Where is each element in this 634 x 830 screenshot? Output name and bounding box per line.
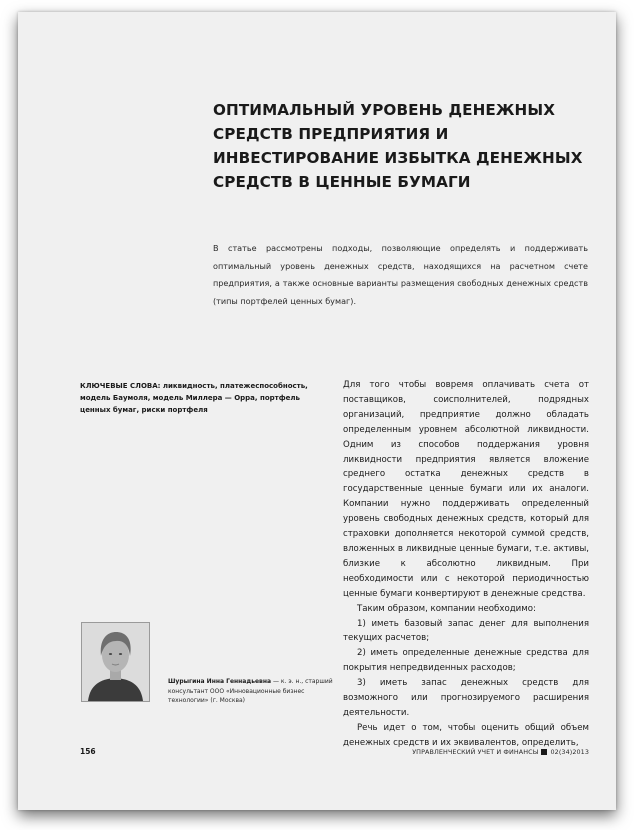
body-paragraph: Для того чтобы вовремя оплачивать счета от поставщиков, соисполнителей, подрядных организаций, предприятие должно обладать определенным уровнем абсолютной ликвидности. Одним из способов поддержания уровня ликвидности предприятия является вложение среднего остатка денежных средств в государственные ценные бумаги или их аналоги. Компании нужно поддерживать определенный уровень свободных денежных средств, который для страховки дополняется некоторой суммой средств, вложенных в ликвидные ценные бумаги, т.е. активы, близкие к абсолютно ликвидным. При необходимости или с некоторой периодичностью ценные бумаги конвертируют в денежные средства. (343, 380, 589, 599)
article-abstract: В статье рассмотрены подходы, позволяющие определять и поддерживать оптимальный уровень денежных средств, находящихся на расчетном счете предприятия, а также основные варианты размещения свободных денежных средств (типы портфелей ценных бумаг). (213, 243, 588, 306)
journal-page (18, 12, 616, 810)
author-photo (81, 622, 150, 702)
running-footer (412, 748, 589, 756)
author-info (168, 677, 333, 706)
keywords-block (80, 380, 330, 416)
black-square-icon (541, 749, 547, 755)
keywords-label: КЛЮЧЕВЫЕ СЛОВА: (80, 382, 161, 390)
issue-number: 02(34)2013 (550, 748, 589, 756)
keywords-text: ликвидность, платежеспособность, модель Баумоля, модель Миллера — Орра, портфель ценных бумаг, риски портфеля (80, 382, 308, 414)
body-list-item: 2) иметь определенные денежные средства для покрытия непредвиденных расходов; (343, 648, 589, 674)
body-list-item: 1) иметь базовый запас денег для выполнения текущих расчетов; (343, 618, 589, 644)
journal-name: УПРАВЛЕНЧЕСКИЙ УЧЕТ И ФИНАНСЫ (412, 748, 539, 756)
page-number: 156 (80, 747, 96, 756)
body-paragraph: Таким образом, компании необходимо: (357, 603, 536, 614)
body-list-item: 3) иметь запас денежных средств для возможного или прогнозируемого расширения деятельности. (343, 678, 589, 718)
author-details: — к. э. н., старший консультант ООО «Инновационные бизнес технологии» (г. Москва) (168, 678, 333, 704)
article-title: ОПТИМАЛЬНЫЙ УРОВЕНЬ ДЕНЕЖНЫХ СРЕДСТВ ПРЕДПРИЯТИЯ И ИНВЕСТИРОВАНИЕ ИЗБЫТКА ДЕНЕЖНЫХ СРЕДСТВ В ЦЕННЫЕ БУМАГИ (213, 101, 583, 191)
body-paragraph: Речь идет о том, чтобы оценить общий объем денежных средств и их эквивалентов, определить, (343, 722, 589, 748)
author-portrait-icon (82, 623, 149, 701)
article-body (343, 378, 589, 751)
author-name: Шурыгина Инна Геннадьевна (168, 678, 272, 685)
